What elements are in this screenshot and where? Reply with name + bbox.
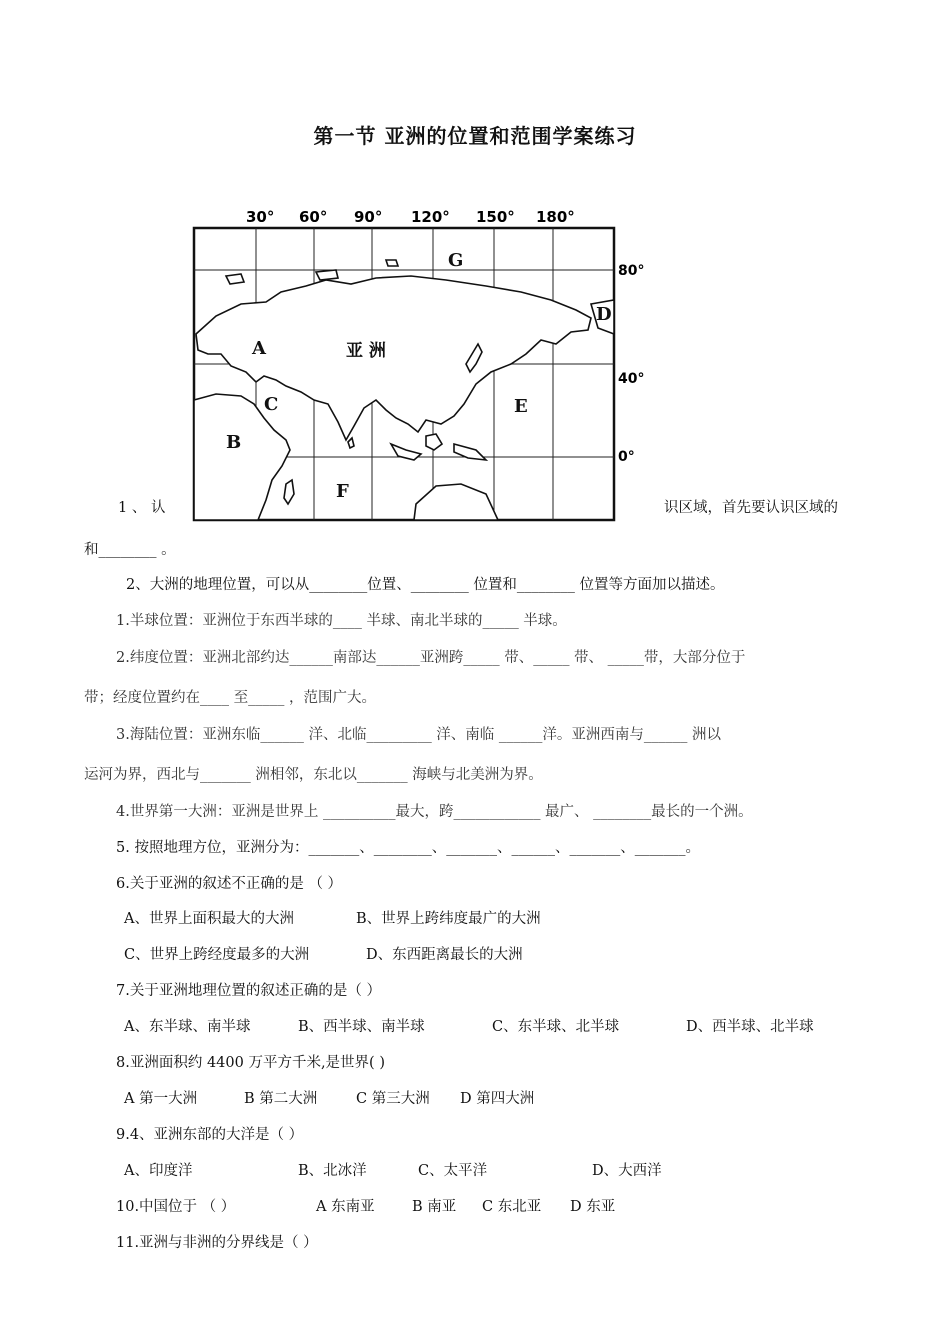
q9-option-b: B、北冰洋	[298, 1163, 367, 1179]
q7-stem: 7.关于亚洲地理位置的叙述正确的是（ ）	[116, 983, 381, 999]
q7-option-a: A、东半球、南半球	[124, 1019, 251, 1035]
q6-option-a: A、世界上面积最大的大洲	[124, 911, 294, 927]
q5-text: 5. 按照地理方位，亚洲分为：_______、________、_______、______、_______、_______。	[116, 840, 700, 856]
q2-1-text: 1.半球位置：亚洲位于东西半球的____ 半球、南北半球的_____ 半球。	[116, 613, 567, 629]
q10-stem: 10.中国位于 （ ）	[116, 1199, 236, 1215]
q8-option-a: A 第一大洲	[124, 1091, 198, 1107]
map-label-G: G	[448, 250, 464, 271]
q2-text: 2、大洲的地理位置，可以从________位置、________ 位置和________ 位置等方面加以描述。	[126, 577, 725, 593]
q9-option-c: C、太平洋	[418, 1163, 488, 1179]
q6-option-d: D、东西距离最长的大洲	[366, 947, 523, 963]
q2-3-text-b: 运河为界，西北与_______ 洲相邻，东北以_______ 海峡与北美洲为界。	[84, 767, 543, 783]
q8-option-d: D 第四大洲	[460, 1091, 535, 1107]
map-label-A: A	[252, 338, 266, 359]
q7-option-d: D、西半球、北半球	[686, 1019, 814, 1035]
q7-option-b: B、西半球、南半球	[298, 1019, 425, 1035]
lon-label-120: 120°	[411, 208, 450, 226]
map-label-C: C	[264, 394, 279, 415]
q8-stem: 8.亚洲面积约 4400 万平方千米,是世界( )	[116, 1055, 385, 1071]
q10-option-d: D 东亚	[570, 1199, 616, 1215]
q1-part2: 识区域，首先要认识区域的	[664, 500, 838, 516]
map-label-E: E	[514, 396, 528, 417]
lon-label-90: 90°	[354, 208, 383, 226]
q6-option-c: C、世界上跨经度最多的大洲	[124, 947, 310, 963]
page-title: 第一节 亚洲的位置和范围学案练习	[313, 124, 637, 148]
q10-option-b: B 南亚	[412, 1199, 457, 1215]
q10-option-c: C 东北亚	[482, 1199, 542, 1215]
q7-option-c: C、东半球、北半球	[492, 1019, 620, 1035]
q6-stem: 6.关于亚洲的叙述不正确的是 （ ）	[116, 876, 343, 892]
q8-option-c: C 第三大洲	[356, 1091, 430, 1107]
lon-label-150: 150°	[476, 208, 515, 226]
q2-4-text: 4.世界第一大洲：亚洲是世界上 __________最大，跨____________ 最广、 ________最长的一个洲。	[116, 804, 753, 820]
q2-3-text-a: 3.海陆位置：亚洲东临______ 洋、北临_________ 洋、南临 ______洋。亚洲西南与______ 洲以	[116, 727, 722, 743]
lat-label-40: 40°	[618, 371, 645, 387]
map-label-F: F	[336, 481, 349, 502]
lon-label-180: 180°	[536, 208, 575, 226]
q10-option-a: A 东南亚	[316, 1199, 375, 1215]
asia-map-figure	[186, 204, 648, 524]
q8-option-b: B 第二大洲	[244, 1091, 318, 1107]
q1-part1: 1 、 认	[118, 500, 166, 516]
map-label-asia: 亚 洲	[346, 341, 386, 361]
q9-stem: 9.4、亚洲东部的大洋是（ ）	[116, 1127, 304, 1143]
lat-label-0: 0°	[618, 449, 635, 465]
landmass-outlines	[194, 260, 614, 520]
lon-label-60: 60°	[299, 208, 328, 226]
q6-option-b: B、世界上跨纬度最广的大洲	[356, 911, 541, 927]
q11-stem: 11.亚洲与非洲的分界线是（ ）	[116, 1235, 318, 1251]
q2-2-text-b: 带；经度位置约在____ 至_____ ，范围广大。	[84, 690, 376, 706]
lon-label-30: 30°	[246, 208, 275, 226]
lat-label-80: 80°	[618, 263, 645, 279]
q2-2-text-a: 2.纬度位置：亚洲北部约达______南部达______亚洲跨_____ 带、_____ 带、 _____带，大部分位于	[116, 650, 746, 666]
q9-option-d: D、大西洋	[592, 1163, 662, 1179]
map-label-D: D	[596, 304, 612, 325]
q1-part3: 和________ 。	[84, 542, 176, 558]
q9-option-a: A、印度洋	[124, 1163, 193, 1179]
map-label-B: B	[226, 432, 242, 453]
asia-map-svg	[186, 204, 648, 524]
